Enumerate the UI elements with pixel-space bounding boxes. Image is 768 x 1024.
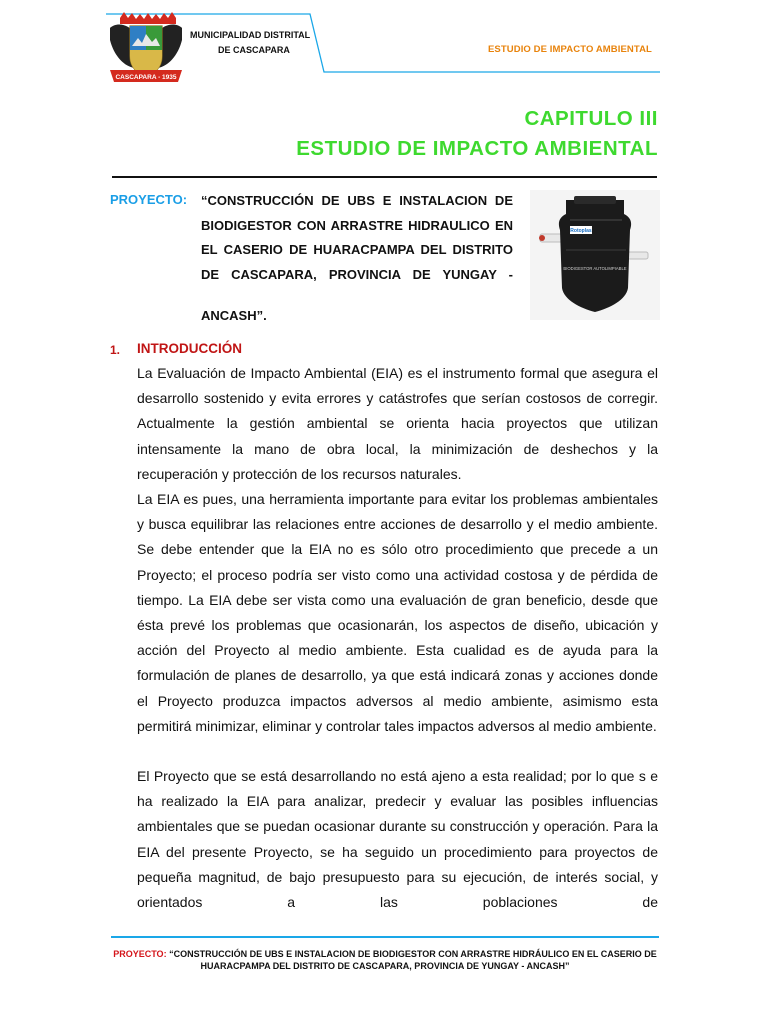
tank-brand-label: Rotoplas [570,228,592,234]
biodigester-tank-image [530,190,660,320]
chapter-subtitle: ESTUDIO DE IMPACTO AMBIENTAL [296,137,658,160]
paragraph: La Evaluación de Impacto Ambiental (EIA) es el instrumento formal que asegura el desarrollo sostenido y evita errores y catástrofes que serían costosos de corregir. Actualmente la gestión ambiental se orienta hacia proyectos que utilizan intensamente la mano de obra local, la minimización de deshechos y la recuperación y protección de los recursos naturales. [137,365,658,482]
footer-project-text: “CONSTRUCCIÓN DE UBS E INSTALACION DE BIODIGESTOR CON ARRASTRE HIDRÁULICO EN EL CASERIO DE HUARACPAMPA DEL DISTRITO DE CASCAPARA, PROVINCIA DE YUNGAY - ANCASH” [169,949,657,971]
project-description: “CONSTRUCCIÓN DE UBS E INSTALACION DE BIODIGESTOR CON ARRASTRE HIDRAULICO EN EL CASERIO DE HUARACPAMPA DEL DISTRITO DE CASCAPARA, PROVINCIA DE YUNGAY - [201,193,513,282]
title-divider [112,176,657,178]
municipality-name-line1: MUNICIPALIDAD DISTRITAL [190,30,311,40]
paragraph: La EIA es pues, una herramienta importante para evitar los problemas ambientales y busca equilibrar las relaciones entre acciones de desarrollo y el medio ambiente. Se debe entender que la EIA no es sólo otro procedimiento que precede a un Proyecto; el proceso podría ser visto como una actividad costosa y de pérdida de tiempo. La EIA debe ser vista como una evaluación de gran beneficio, desde que ésta prevé los problemas que ocasionarán, los aspectos de diseño, ubicación y acción del Proyecto al medio ambiente. Esta cualidad es de ayuda para la formulación de planes de desarrollo, ya que está indicará zonas y acciones donde el Proyecto produzca impactos adversos al medio ambiente, asimismo esta permitirá minimizar, eliminar y controlar tales impactos adversos al medio ambiente. [137,491,658,734]
section-title: INTRODUCCIÓN [137,341,242,356]
paragraph: El Proyecto que se está desarrollando no está ajeno a esta realidad; por lo que s e ha realizado la EIA para analizar, predecir y evaluar las posibles influencias ambientales que se puedan ocasionar durante su construcción y operación. Para la EIA del presente Proyecto, se ha seguido un procedimiento para proyectos de pequeña magnitud, de bajo presupuesto para su ejecución, de interés social, y orientados a las poblaciones de [137,768,658,911]
project-description-end: ANCASH”. [201,308,267,323]
municipal-crest-icon [106,10,186,90]
page-footer [110,948,660,972]
project-label: PROYECTO: [110,192,188,207]
document-header-title: ESTUDIO DE IMPACTO AMBIENTAL [488,44,652,55]
section-number: 1. [110,343,121,357]
svg-text:CASCAPARA - 1935: CASCAPARA - 1935 [115,74,177,81]
footer-project-label: PROYECTO: [113,949,167,959]
chapter-title: CAPITULO III [524,107,658,130]
municipality-name-line2: DE CASCAPARA [218,45,290,55]
tank-caption: BIODIGESTOR AUTOLIMPIABLE [563,266,627,271]
footer-divider [111,936,659,938]
